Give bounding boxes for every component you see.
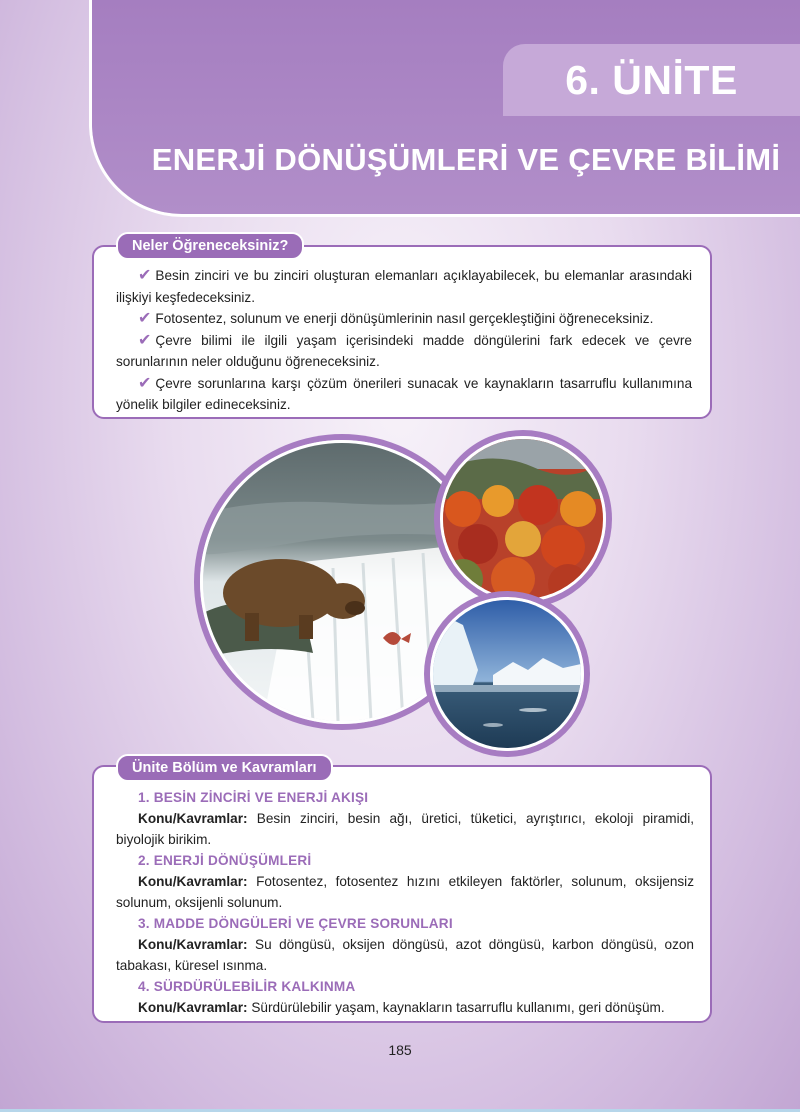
objective-item: ✔ Çevre sorunlarına karşı çözüm önerileri sunacak ve kaynakların tasarruflu kullanımına yönelik bilgiler edineceksiniz.: [116, 374, 692, 412]
autumn-forest-image: [440, 436, 606, 602]
check-icon: ✔: [138, 331, 152, 349]
glacier-illustration: [433, 600, 581, 748]
check-icon: ✔: [138, 267, 152, 284]
objective-item: ✔ Besin zinciri ve bu zinciri oluşturan elemanları açıklayabilecek, bu elemanlar arasındaki ilişkiyi keşfedeceksiniz.: [116, 267, 692, 305]
chapters-label: Ünite Bölüm ve Kavramları: [116, 754, 333, 782]
check-icon: ✔: [138, 310, 152, 327]
chapter-concepts: Konu/Kavramlar: Su döngüsü, oksijen döngüsü, azot döngüsü, karbon döngüsü, ozon tabakası, küresel ısınma.: [116, 937, 694, 973]
objective-item: ✔ Fotosentez, solunum ve enerji dönüşümlerinin nasıl gerçekleştiğini öğreneceksiniz.: [138, 310, 654, 327]
chapter-title: 3. MADDE DÖNGÜLERİ VE ÇEVRE SORUNLARI: [138, 916, 453, 931]
page-number: 185: [388, 1042, 412, 1058]
objectives-list: [116, 265, 692, 416]
unit-tab: [503, 44, 800, 116]
chapter-title: 4. SÜRDÜRÜLEBİLİR KALKINMA: [138, 979, 356, 994]
check-icon: ✔: [138, 374, 152, 392]
objectives-panel: [92, 245, 712, 419]
chapters-panel: [92, 765, 712, 1023]
autumn-forest-illustration: [443, 439, 603, 599]
chapters-list: [116, 787, 694, 1018]
objective-item: ✔ Çevre bilimi ile ilgili yaşam içerisindeki madde döngülerini fark edecek ve çevre sorunlarının neler olduğunu öğreneceksiniz.: [116, 331, 692, 369]
chapter-title: 1. BESİN ZİNCİRİ VE ENERJİ AKIŞI: [138, 790, 369, 805]
chapter-title: 2. ENERJİ DÖNÜŞÜMLERİ: [138, 853, 312, 868]
glacier-image: [430, 597, 584, 751]
objectives-label: Neler Öğreneceksiniz?: [116, 232, 304, 260]
unit-label: 6. ÜNİTE: [565, 56, 738, 103]
chapter-concepts: Konu/Kavramlar: Fotosentez, fotosentez hızını etkileyen faktörler, solunum, oksijensiz solunum, oksijenli solunum.: [116, 874, 694, 910]
chapter-concepts: Konu/Kavramlar: Sürdürülebilir yaşam, kaynakların tasarruflu kullanımı, geri dönüşüm.: [138, 1000, 665, 1015]
chapter-concepts: Konu/Kavramlar: Besin zinciri, besin ağı, üretici, tüketici, ayrıştırıcı, ekoloji piramidi, biyolojik birikim.: [116, 811, 694, 847]
page-title: ENERJİ DÖNÜŞÜMLERİ VE ÇEVRE BİLİMİ: [151, 142, 781, 177]
